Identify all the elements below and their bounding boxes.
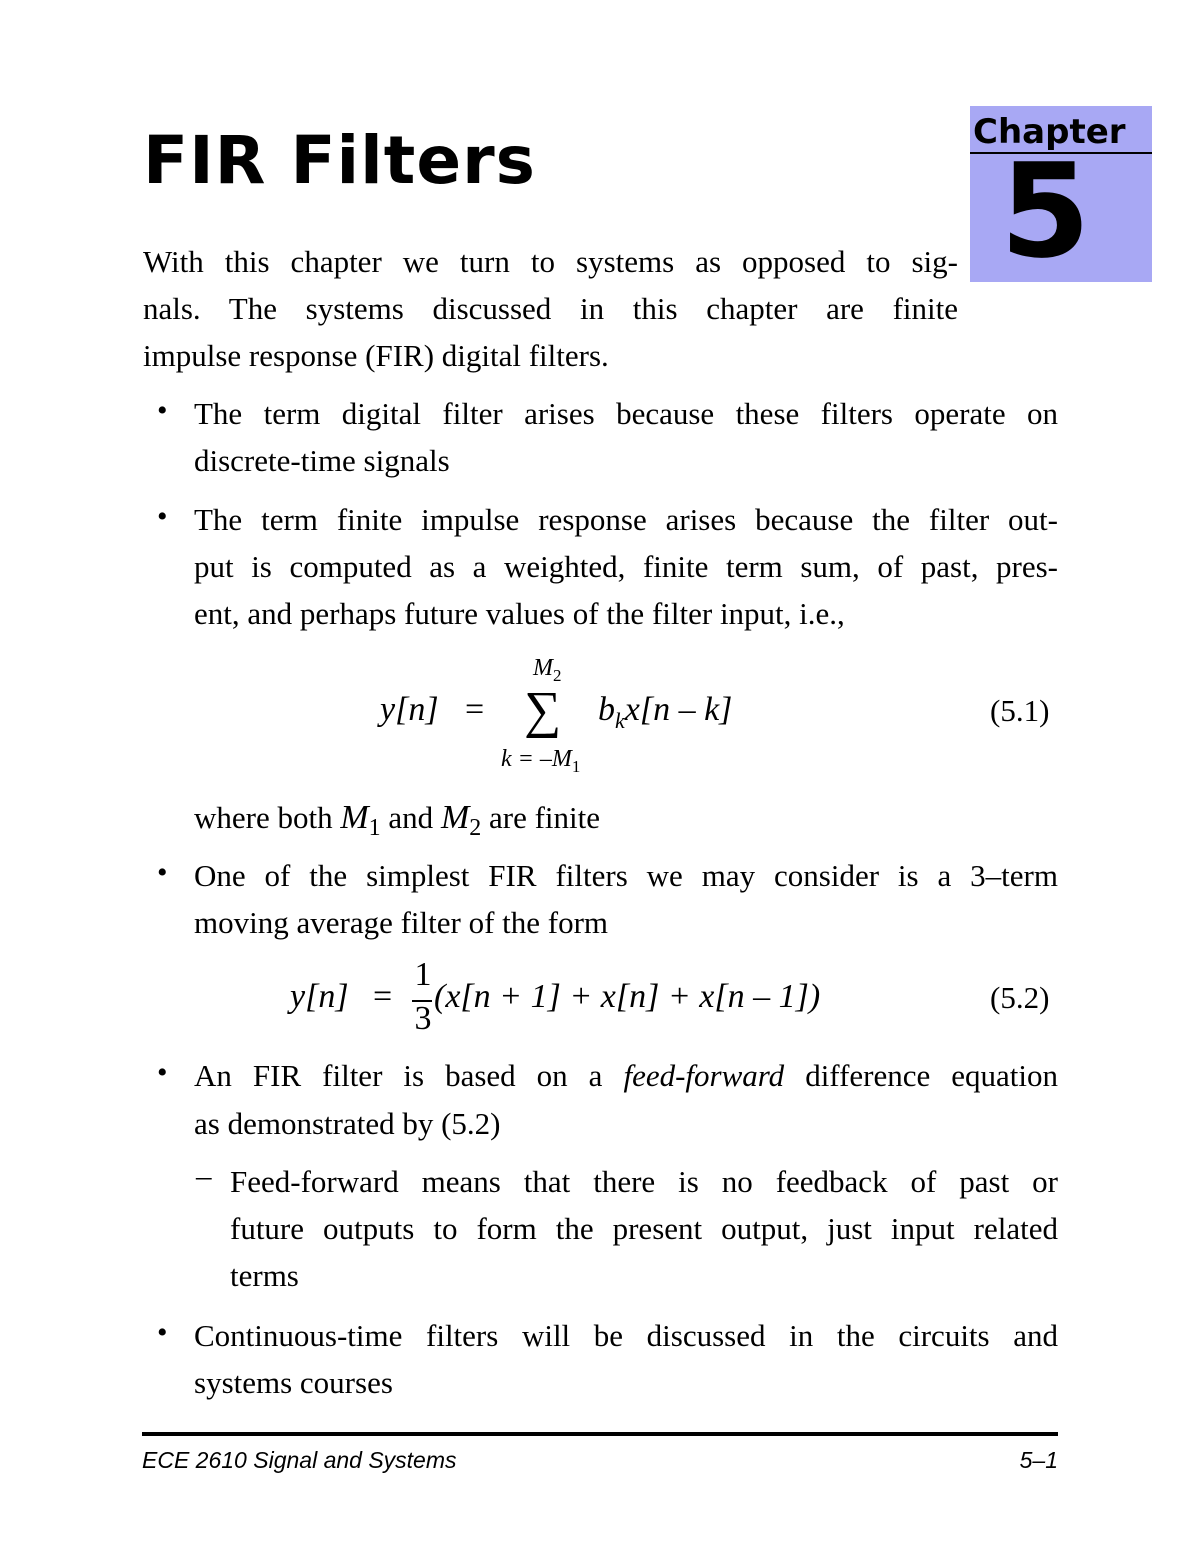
eq1-lhs: y[n] — [380, 691, 439, 728]
bullet-4-line-1: An FIR filter is based on a feed-forward difference equation — [194, 1058, 1059, 1093]
bullet-1-line-1: The term digital filter arises because these filters operate on — [194, 396, 1058, 431]
eq1-term: $b_kx[n - k]$ — [598, 691, 733, 733]
eq1-equals: = — [465, 691, 485, 728]
bullet-2-line-2: put is computed as a weighted, finite term sum, of past, pres- — [194, 549, 1058, 584]
footer-course: ECE 2610 Signal and Systems — [142, 1447, 457, 1473]
eq2-equals: = — [373, 978, 393, 1015]
intro-line-1: With this chapter we turn to systems as opposed to sig- — [143, 244, 958, 279]
where-line: where both $M_1$ and $M_2$ are finite — [194, 799, 601, 842]
intro-line-3: impulse response (FIR) digital filters. — [143, 338, 609, 373]
bullet-4-line-2: as demonstrated by (5.2) — [194, 1106, 501, 1141]
bullet-2-line-3: ent, and perhaps future values of the filter input, i.e., — [194, 596, 845, 631]
bullet-marker: • — [157, 500, 168, 533]
bullet-2-line-1: The term finite impulse response arises because the filter out- — [194, 502, 1058, 537]
chapter-label: Chapter — [973, 112, 1126, 152]
bullet-marker: • — [157, 394, 168, 427]
eq1-lower-limit: $k = -M_1$ — [501, 746, 581, 776]
eq1-upper-limit: $M_2$ — [533, 655, 562, 685]
footer-page-number: 5–1 — [1019, 1447, 1058, 1473]
eq2-lhs: y[n] — [290, 978, 349, 1015]
subbullet-line-2: future outputs to form the present output, just input related — [230, 1211, 1058, 1246]
bullet-3-line-1: One of the simplest FIR filters we may consider is a 3–term — [194, 858, 1058, 893]
eq1-number: (5.1) — [990, 693, 1050, 728]
chapter-number: 5 — [1000, 135, 1091, 287]
subbullet-line-3: terms — [230, 1258, 299, 1293]
dash-marker: – — [196, 1158, 212, 1193]
bullet-5-line-2: systems courses — [194, 1365, 393, 1400]
footer-divider — [142, 1432, 1058, 1436]
eq2-rhs: (x[n + 1] + x[n] + x[n – 1]) — [434, 978, 821, 1015]
eq2-number: (5.2) — [990, 980, 1050, 1015]
intro-line-2: nals. The systems discussed in this chapter are finite — [143, 291, 958, 326]
bullet-1-line-2: discrete-time signals — [194, 443, 450, 478]
chapter-badge — [970, 106, 1152, 287]
summation-icon: ∑ — [524, 682, 562, 739]
page-title: FIR Filters — [143, 122, 536, 199]
bullet-5-line-1: Continuous-time filters will be discussed in the circuits and — [194, 1318, 1058, 1353]
subbullet-line-1: Feed-forward means that there is no feedback of past or — [230, 1164, 1058, 1199]
eq2-numerator: 1 — [414, 956, 432, 993]
bullet-marker: • — [157, 856, 168, 889]
bullet-3-line-2: moving average filter of the form — [194, 905, 609, 940]
eq2-denominator: 3 — [414, 1000, 432, 1037]
bullet-marker: • — [157, 1056, 168, 1089]
bullet-marker: • — [157, 1316, 168, 1349]
